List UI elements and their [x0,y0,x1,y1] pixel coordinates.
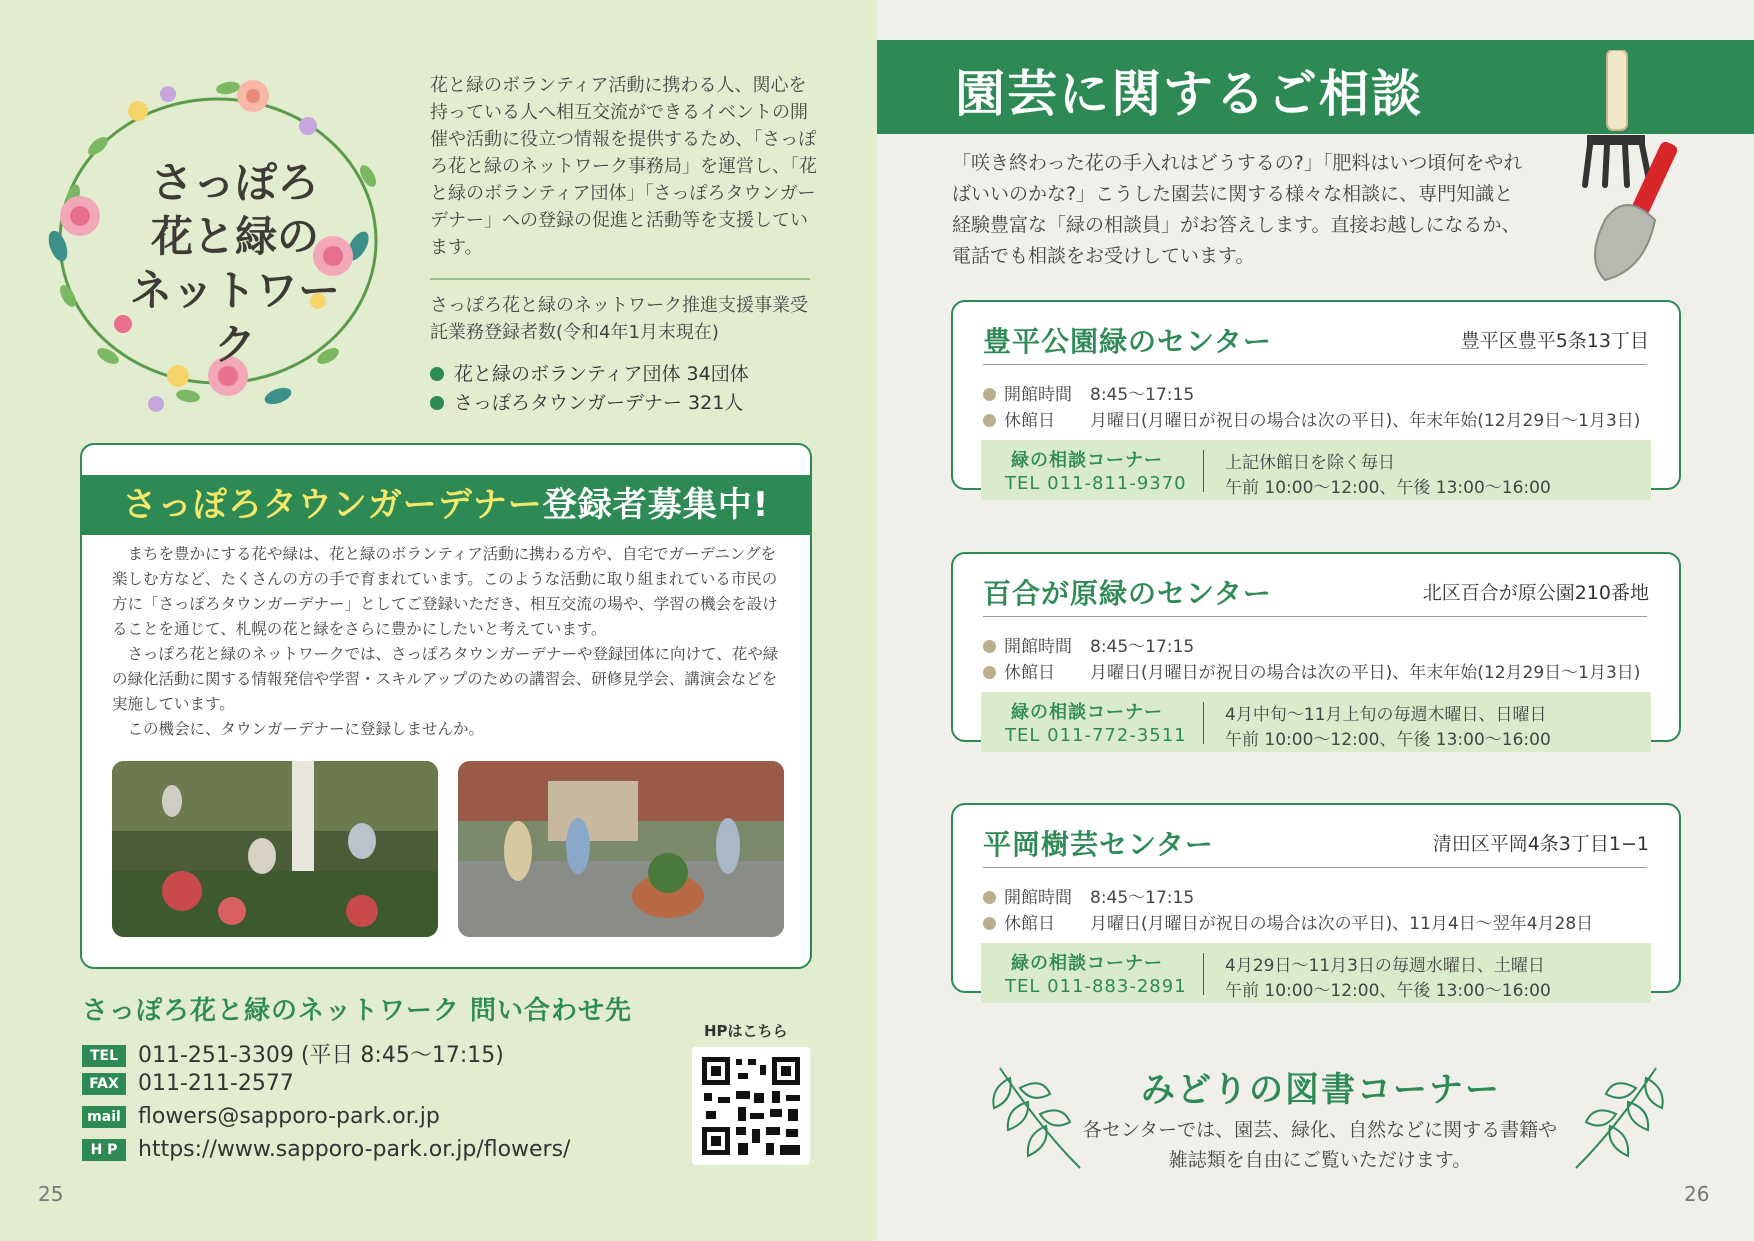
center-card-toyohira [951,300,1681,498]
hours-label: 開館時間 [1004,385,1072,405]
corner-time: 午前 10:00〜12:00、午後 13:00〜16:00 [1225,981,1551,1001]
recruit-paragraph: この機会に、タウンガーデナーに登録しませんか。 [127,720,485,738]
hours-value: 8:45〜17:15 [1090,637,1195,657]
consult-corner-band [981,440,1651,500]
corner-time: 午前 10:00〜12:00、午後 13:00〜16:00 [1225,730,1551,750]
corner-name: 緑の相談コーナー [1011,702,1163,723]
recruit-paragraph: さっぽろ花と緑のネットワークでは、さっぽろタウンガーデナーや登録団体に向けて、花や緑の緑化活動に関する情報発信や学習・スキルアップのための講習会、研修見学会、講演会などを実施しています。 [112,645,779,713]
network-title [110,156,360,372]
gardening-photo-2 [458,761,784,937]
qr-code-icon[interactable] [692,1047,810,1165]
bullet-dot-icon [430,367,444,381]
page-number-left: 25 [38,1182,64,1206]
gardening-photo-1 [112,761,438,937]
consult-corner-band [981,943,1651,1003]
library-text-line1: 各センターでは、園芸、緑化、自然などに関する書籍や [1082,1119,1558,1141]
page-number-right: 26 [1684,1182,1710,1206]
consult-corner-band [981,692,1651,752]
recruit-title [82,475,810,535]
recruit-paragraph: まちを豊かにする花や緑は、花と緑のボランティア活動に携わる方や、自宅でガーデニングを楽しむ方など、たくさんの方の手で育まれています。このような活動に取り組まれている市民の方に「さっぽろタウンガーデナー」としてご登録いただき、相互交流の場や、学習の機会を設けることを通じて、札幌の花と緑をさらに豊かにしたいと考えています。 [112,545,778,638]
divider [983,867,1647,868]
divider [430,278,810,280]
library-title: みどりの図書コーナー [1141,1070,1501,1110]
contact-tel [82,1038,504,1068]
hours-label: 開館時間 [1004,888,1072,908]
closed-label: 休館日 [1004,914,1055,934]
mail-link[interactable]: flowers@sapporo-park.or.jp [138,1104,440,1129]
mail-tag: mail [82,1106,126,1128]
stats-item-label: 花と緑のボランティア団体 34団体 [454,363,749,385]
divider [1203,450,1204,492]
contact-title: さっぽろ花と緑のネットワーク 問い合わせ先 [82,996,633,1026]
closed-value: 月曜日(月曜日が祝日の場合は次の平日)、年末年始(12月29日〜1月3日) [1090,663,1641,683]
hours-row [983,632,1194,657]
network-intro-text: 花と緑のボランティア活動に携わる人、関心を持っている人へ相互交流ができるイベントの開催や活動に役立つ情報を提供するため、「さっぽろ花と緑のネットワーク事務局」を運営し、「花と緑のボランティア団体」「さっぽろタウンガーデナー」への登録の促進と活動等を支援しています。 [430,75,817,258]
network-title-line3: ネットワーク [129,266,340,369]
recruit-body [112,542,784,742]
corner-tel[interactable]: TEL 011-772-3511 [1005,725,1187,746]
center-address: 北区百合が原公園210番地 [1422,582,1649,604]
closed-label: 休館日 [1004,411,1055,431]
hp-tag: H P [82,1139,126,1161]
corner-time: 午前 10:00〜12:00、午後 13:00〜16:00 [1225,478,1551,498]
corner-days: 4月29日〜11月3日の毎週水曜日、土曜日 [1225,956,1545,976]
recruit-title-highlight: さっぽろタウンガーデナー [122,485,543,525]
hours-value: 8:45〜17:15 [1090,888,1195,908]
center-name: 百合が原緑のセンター [983,577,1272,610]
corner-tel[interactable]: TEL 011-811-9370 [1005,473,1187,494]
bullet-dot-icon [983,388,996,401]
qr-label: HPはこちら [704,1022,788,1040]
center-address: 清田区平岡4条3丁目1−1 [1432,833,1649,855]
contact-mail [82,1104,440,1134]
hp-link[interactable]: https://www.sapporo-park.or.jp/flowers/ [138,1137,571,1162]
center-address: 豊平区豊平5条13丁目 [1460,330,1649,352]
closed-value: 月曜日(月曜日が祝日の場合は次の平日)、年末年始(12月29日〜1月3日) [1090,411,1641,431]
bullet-dot-icon [983,917,996,930]
library-text [1060,1115,1580,1175]
corner-days: 4月中旬〜11月上旬の毎週木曜日、日曜日 [1225,705,1547,725]
fax-value: 011-211-2577 [138,1071,294,1096]
stats-item-groups [430,359,820,386]
recruit-title-rest: 登録者募集中! [542,485,770,525]
closed-row [983,909,1593,934]
contact-hp [82,1137,570,1167]
stats-item-label: さっぽろタウンガーデナー 321人 [454,392,744,414]
consult-title: 園芸に関するご相談 [955,65,1423,123]
hours-value: 8:45〜17:15 [1090,385,1195,405]
closed-value: 月曜日(月曜日が祝日の場合は次の平日)、11月4日〜翌年4月28日 [1090,914,1594,934]
center-name: 豊平公園緑のセンター [983,325,1272,358]
corner-days: 上記休館日を除く毎日 [1225,453,1395,473]
tel-value[interactable]: 011-251-3309 (平日 8:45〜17:15) [138,1043,504,1068]
network-title-line1: さっぽろ [150,158,319,207]
divider [1203,953,1204,995]
corner-tel[interactable]: TEL 011-883-2891 [1005,976,1187,997]
center-card-hiraoka [951,803,1681,1001]
garden-tools-illustration [1545,50,1695,290]
bullet-dot-icon [983,891,996,904]
stats-heading: さっぽろ花と緑のネットワーク推進支援事業受託業務登録者数(令和4年1月末現在) [430,295,808,343]
contact-fax [82,1071,294,1101]
consult-intro-text: 「咲き終わった花の手入れはどうするの?」「肥料はいつ頃何をやればいいのかな?」こうした園芸に関する様々な相談に、専門知識と経験豊富な「緑の相談員」がお答えします。直接お越しになるか、電話でも相談をお受けしています。 [952,152,1523,267]
corner-name: 緑の相談コーナー [1011,450,1163,471]
corner-name: 緑の相談コーナー [1011,953,1163,974]
closed-row [983,406,1640,431]
closed-label: 休館日 [1004,663,1055,683]
library-text-line2: 雑誌類を自由にご覧いただけます。 [1168,1149,1472,1171]
bullet-dot-icon [983,640,996,653]
network-title-line2: 花と緑の [150,212,319,261]
hours-row [983,380,1194,405]
stats-item-gardeners [430,388,820,415]
center-name: 平岡樹芸センター [983,828,1214,861]
divider [983,364,1647,365]
hours-label: 開館時間 [1004,637,1072,657]
bullet-dot-icon [983,666,996,679]
divider [1203,702,1204,744]
leaf-branch-icon [1566,1058,1676,1178]
closed-row [983,658,1640,683]
fax-tag: FAX [82,1073,126,1095]
tel-tag: TEL [82,1045,126,1067]
recruit-box [80,443,812,969]
bullet-dot-icon [983,414,996,427]
center-card-yurigahara [951,552,1681,750]
divider [983,616,1647,617]
hours-row [983,883,1194,908]
bullet-dot-icon [430,396,444,410]
